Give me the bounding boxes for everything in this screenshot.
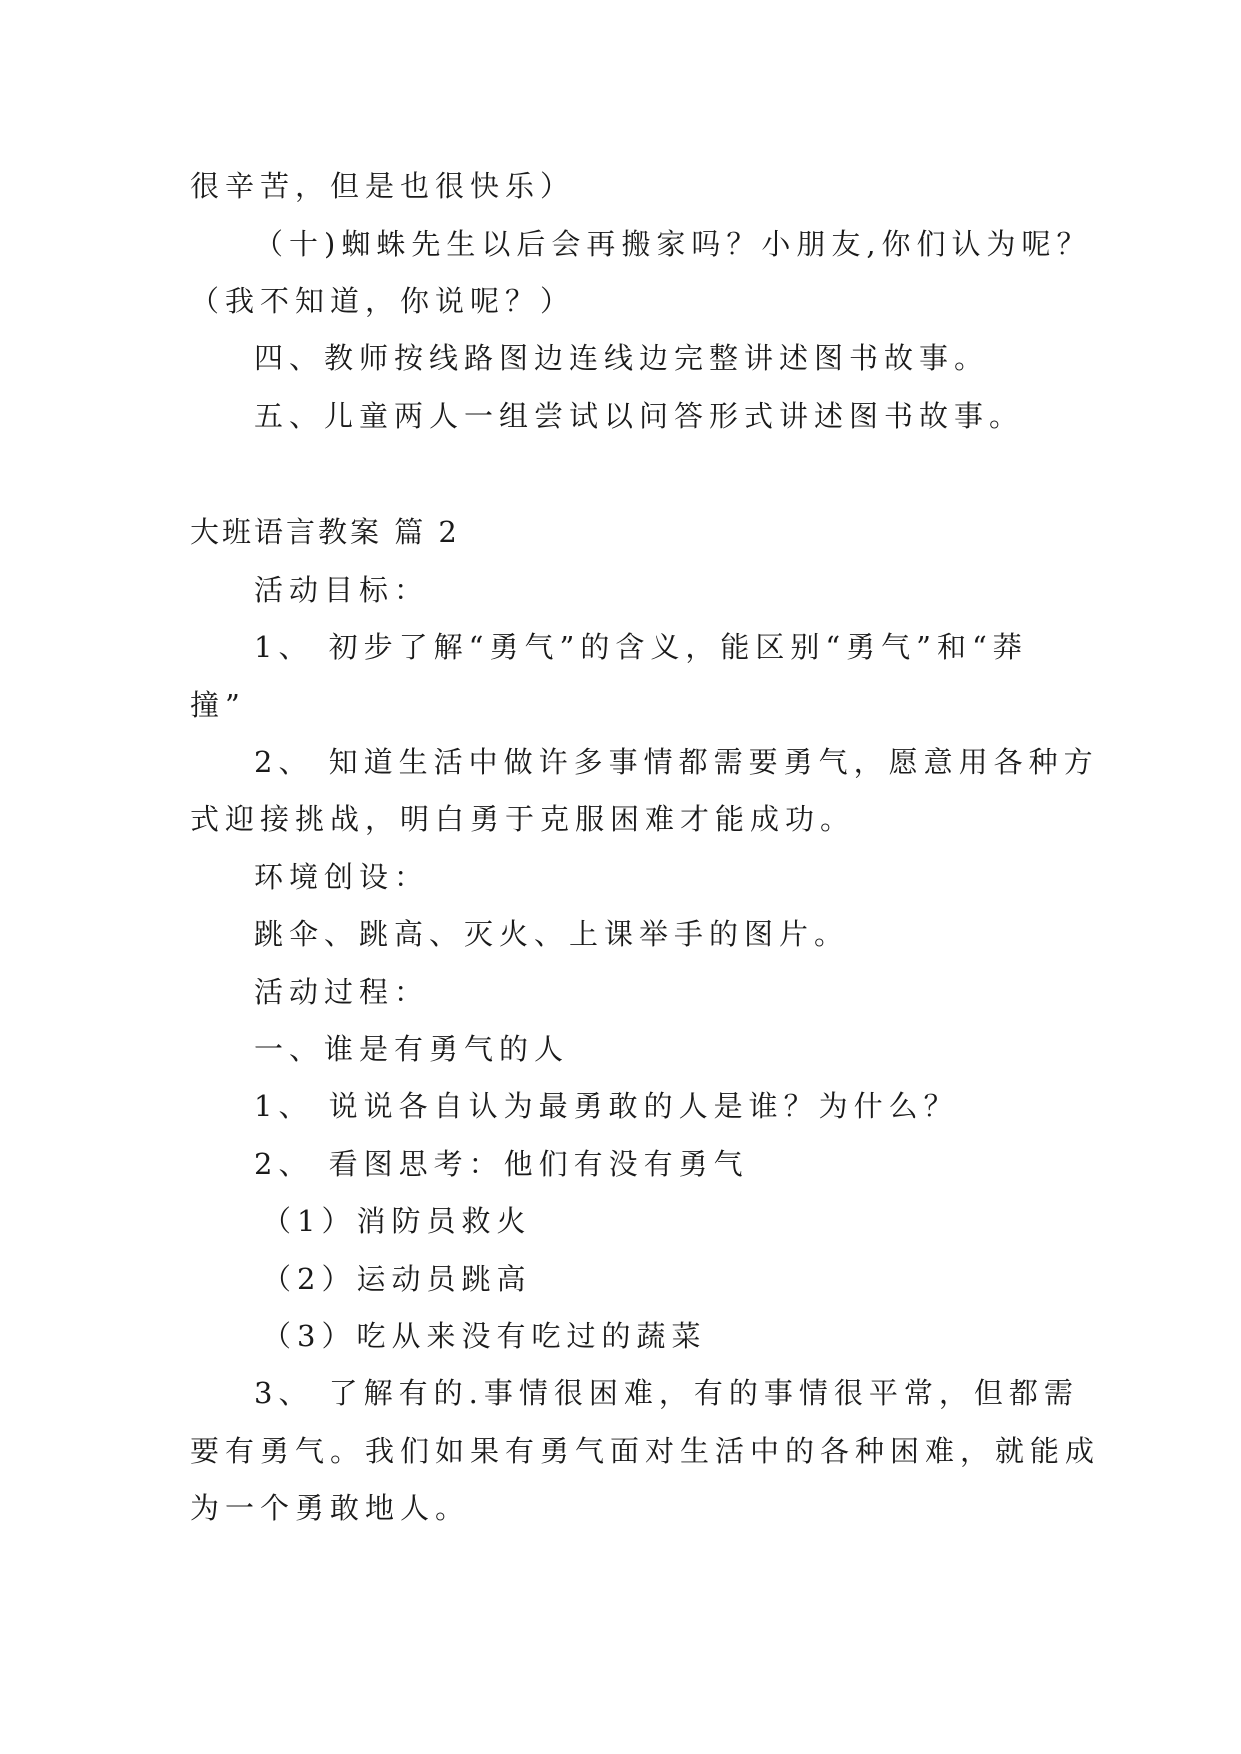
text-line: （我不知道，你说呢？） bbox=[190, 284, 576, 318]
text-line: 为一个勇敢地人。 bbox=[190, 1491, 471, 1525]
text-line: 环境创设： bbox=[254, 860, 430, 894]
text-line: 撞” bbox=[190, 688, 246, 722]
text-line: 3、 了解有的.事情很困难，有的事情很平常，但都需 bbox=[254, 1376, 1079, 1410]
text-line: （1）消防员救火 bbox=[262, 1204, 532, 1238]
text-line: 一、谁是有勇气的人 bbox=[254, 1032, 570, 1066]
text-line: （3）吃从来没有吃过的蔬菜 bbox=[262, 1319, 707, 1353]
text-line: 很辛苦，但是也很快乐） bbox=[190, 169, 576, 203]
text-line: 活动目标： bbox=[254, 573, 430, 607]
text-line: 2、 知道生活中做许多事情都需要勇气，愿意用各种方 bbox=[254, 745, 1099, 779]
text-line: 2、 看图思考：他们有没有勇气 bbox=[254, 1147, 749, 1181]
text-line: （十)蜘蛛先生以后会再搬家吗？小朋友,你们认为呢？ bbox=[254, 227, 1092, 261]
text-line: 式迎接挑战，明白勇于克服困难才能成功。 bbox=[190, 802, 856, 836]
text-line: 要有勇气。我们如果有勇气面对生活中的各种困难，就能成 bbox=[190, 1434, 1101, 1468]
text-line: 五、儿童两人一组尝试以问答形式讲述图书故事。 bbox=[254, 399, 1025, 433]
text-line: 1、 说说各自认为最勇敢的人是谁？为什么？ bbox=[254, 1089, 959, 1123]
section-title: 大班语言教案 篇 2 bbox=[190, 515, 460, 549]
text-line: （2）运动员跳高 bbox=[262, 1262, 532, 1296]
text-line: 四、教师按线路图边连线边完整讲述图书故事。 bbox=[254, 341, 990, 375]
text-line: 跳伞、跳高、灭火、上课举手的图片。 bbox=[254, 917, 850, 951]
text-line: 1、 初步了解“勇气”的含义，能区别“勇气”和“莽 bbox=[254, 630, 1028, 664]
text-line: 活动过程： bbox=[254, 975, 430, 1009]
